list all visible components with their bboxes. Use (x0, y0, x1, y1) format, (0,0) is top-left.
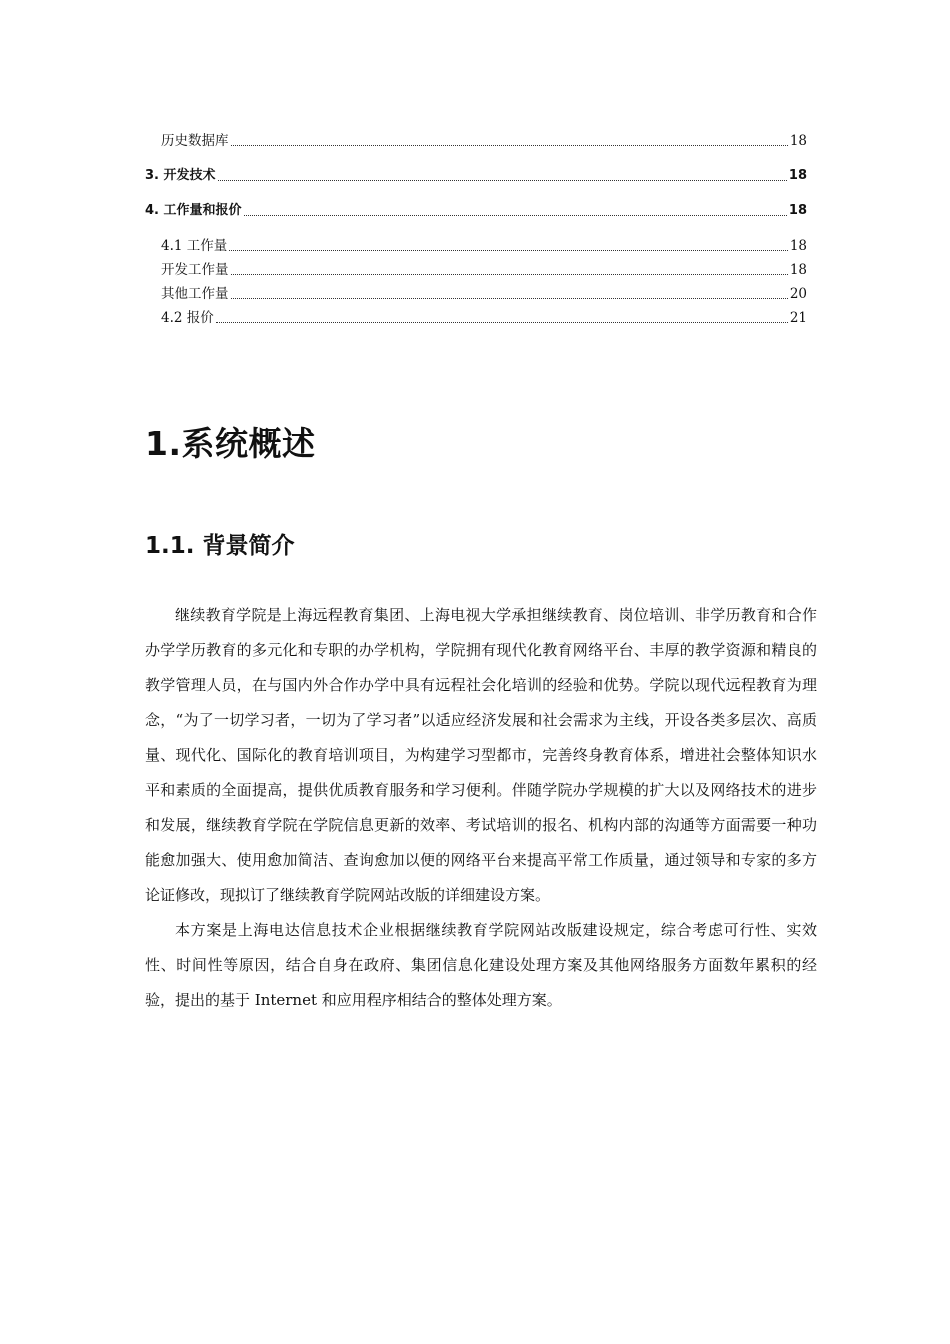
toc-leader-dots (218, 180, 787, 181)
toc-leader-dots (231, 274, 788, 275)
toc-entry[interactable] (145, 255, 807, 279)
toc-entry[interactable] (145, 231, 807, 255)
toc-entry[interactable] (145, 279, 807, 303)
toc-entry-label: 历史数据库 (161, 133, 229, 149)
toc-entry-label: 4.2 报价 (161, 310, 214, 326)
toc-entry-page: 18 (788, 203, 807, 218)
toc-entry-page: 21 (789, 310, 807, 326)
section-heading: 1.系统概述 (145, 424, 316, 463)
toc-leader-dots (231, 145, 788, 146)
toc-entry-page: 18 (789, 262, 807, 278)
toc-leader-dots (231, 298, 788, 299)
toc-entry-label: 4.1 工作量 (161, 238, 228, 254)
toc-entry-page: 18 (789, 238, 807, 254)
toc-leader-dots (216, 322, 788, 323)
toc-entry[interactable] (145, 303, 807, 327)
paragraph: 本方案是上海电达信息技术企业根据继续教育学院网站改版建设规定，综合考虑可行性、实效性、时间性等原因，结合自身在政府、集团信息化建设处理方案及其他网络服务方面数年累积的经验，提出的基于 Internet 和应用程序相结合的整体处理方案。 (145, 921, 817, 1009)
toc-entry[interactable] (145, 161, 807, 185)
subsection-heading: 1.1. 背景简介 (145, 533, 295, 559)
toc-entry-label: 4. 工作量和报价 (145, 203, 242, 218)
toc-leader-dots (244, 215, 787, 216)
toc-entry-page: 18 (789, 133, 807, 149)
toc-leader-dots (229, 250, 788, 251)
toc-entry-label: 3. 开发技术 (145, 168, 216, 183)
paragraph: 继续教育学院是上海远程教育集团、上海电视大学承担继续教育、岗位培训、非学历教育和合作办学学历教育的多元化和专职的办学机构，学院拥有现代化教育网络平台、丰厚的教学资源和精良的教学管理人员，在与国内外合作办学中具有远程社会化培训的经验和优势。学院以现代远程教育为理念，“为了一切学习者，一切为了学习者”以适应经济发展和社会需求为主线，开设各类多层次、高质量、现代化、国际化的教育培训项目，为构建学习型都市，完善终身教育体系，增进社会整体知识水平和素质的全面提高，提供优质教育服务和学习便利。伴随学院办学规模的扩大以及网络技术的进步和发展，继续教育学院在学院信息更新的效率、考试培训的报名、机构内部的沟通等方面需要一种功能愈加强大、使用愈加简洁、查询愈加以便的网络平台来提高平常工作质量，通过领导和专家的多方论证修改，现拟订了继续教育学院网站改版的详细建设方案。 (145, 606, 817, 904)
toc-entry-label: 开发工作量 (161, 262, 229, 278)
toc-entry[interactable] (145, 196, 807, 220)
table-of-contents (145, 126, 807, 327)
toc-entry-page: 18 (788, 168, 807, 183)
body-text (145, 598, 817, 1018)
toc-entry[interactable] (145, 126, 807, 150)
toc-entry-page: 20 (789, 286, 807, 302)
toc-entry-label: 其他工作量 (161, 286, 229, 302)
